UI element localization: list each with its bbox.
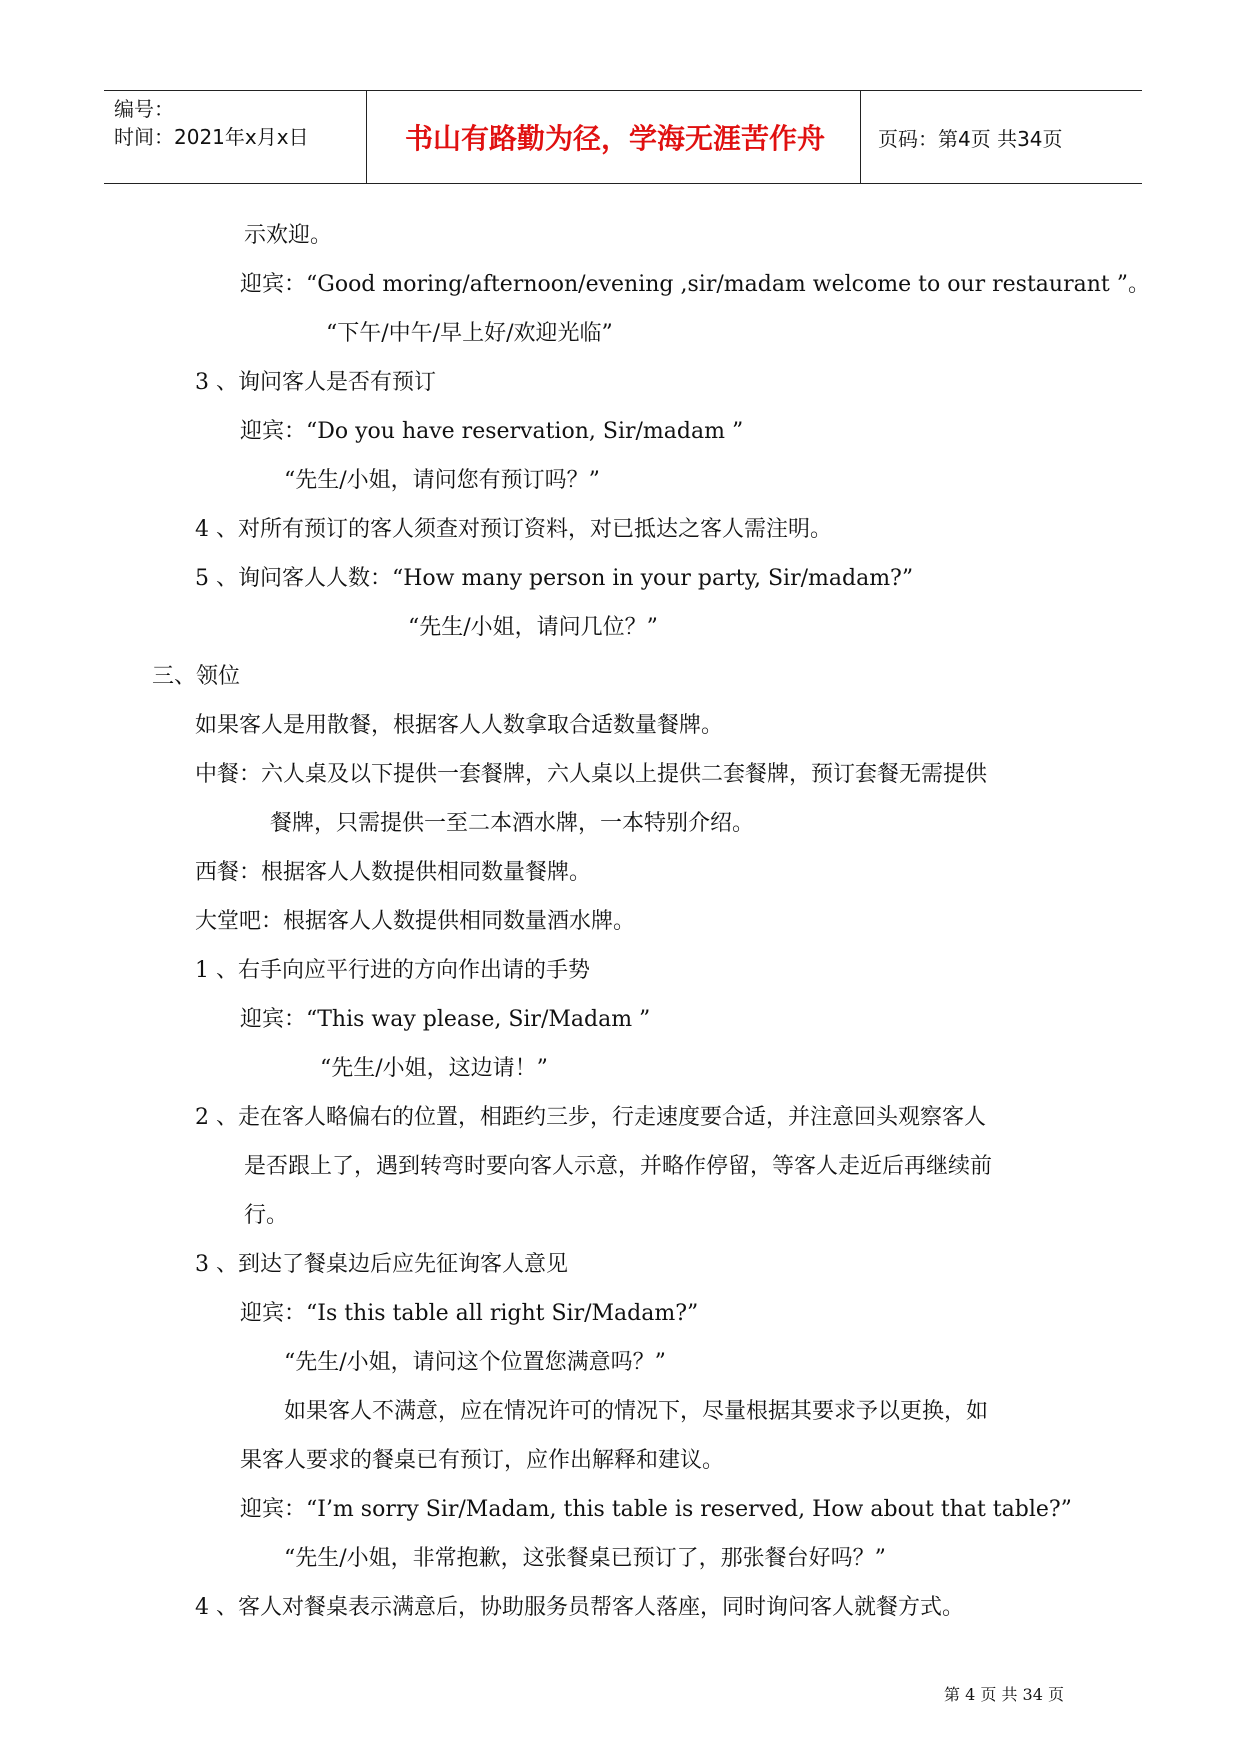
body-line: “先生/小姐，请问您有预订吗？” <box>284 468 600 493</box>
body-line: 如果客人不满意，应在情况许可的情况下，尽量根据其要求予以更换，如 <box>284 1399 989 1424</box>
body-line: 餐牌，只需提供一至二本酒水牌，一本特别介绍。 <box>270 811 755 836</box>
body-line: 迎宾：“Is this table all right Sir/Madam?” <box>240 1301 699 1326</box>
body-line: 如果客人是用散餐，根据客人人数拿取合适数量餐牌。 <box>195 713 724 738</box>
page-header <box>104 90 1142 184</box>
header-page-info: 页码：第4页 共34页 <box>878 126 1063 151</box>
body-line: 4 、客人对餐桌表示满意后，协助服务员帮客人落座，同时询问客人就餐方式。 <box>195 1595 964 1620</box>
body-line: 4 、对所有预订的客人须查对预订资料，对已抵达之客人需注明。 <box>195 517 832 542</box>
body-line: 1 、右手向应平行进的方向作出请的手势 <box>195 958 590 983</box>
page-footer: 第 4 页 共 34 页 <box>944 1685 1064 1704</box>
body-line: 行。 <box>244 1203 289 1228</box>
header-motto: 书山有路勤为径，学海无涯苦作舟 <box>404 122 825 155</box>
body-line: 3 、询问客人是否有预订 <box>195 370 436 395</box>
body-line: 是否跟上了，遇到转弯时要向客人示意，并略作停留，等客人走近后再继续前 <box>244 1154 993 1179</box>
body-line: 3 、到达了餐桌边后应先征询客人意见 <box>195 1252 568 1277</box>
number-label: 编号： <box>114 97 174 121</box>
body-line: “先生/小姐，这边请！” <box>320 1056 548 1081</box>
body-line: 示欢迎。 <box>244 223 333 248</box>
body-line: 大堂吧：根据客人人数提供相同数量酒水牌。 <box>195 909 636 934</box>
body-line: 2 、走在客人略偏右的位置，相距约三步，行走速度要合适，并注意回头观察客人 <box>195 1105 986 1130</box>
body-line: 西餐：根据客人人数提供相同数量餐牌。 <box>195 860 592 885</box>
body-line: 迎宾：“Do you have reservation, Sir/madam ” <box>240 419 744 444</box>
header-divider <box>366 91 367 183</box>
body-line: 迎宾：“I’m sorry Sir/Madam, this table is reserved, How about that table?” <box>240 1497 1072 1522</box>
body-line: 迎宾：“Good moring/afternoon/evening ,sir/madam welcome to our restaurant ”。 <box>240 272 1150 297</box>
body-line: “先生/小姐，请问几位？” <box>408 615 658 640</box>
body-line: 5 、询问客人人数：“How many person in your party, Sir/madam?” <box>195 566 914 591</box>
section-heading: 三、领位 <box>152 664 241 689</box>
header-divider <box>860 91 861 183</box>
body-line: “先生/小姐，非常抱歉，这张餐桌已预订了，那张餐台好吗？” <box>284 1546 886 1571</box>
time-label: 时间：2021年x月x日 <box>114 125 309 149</box>
body-line: 迎宾：“This way please, Sir/Madam ” <box>240 1007 651 1032</box>
body-line: “先生/小姐，请问这个位置您满意吗？” <box>284 1350 666 1375</box>
header-meta <box>114 91 369 183</box>
body-line: 中餐：六人桌及以下提供一套餐牌，六人桌以上提供二套餐牌，预订套餐无需提供 <box>195 762 988 787</box>
body-line: 果客人要求的餐桌已有预订，应作出解释和建议。 <box>240 1448 725 1473</box>
body-line: “下午/中午/早上好/欢迎光临” <box>326 321 613 346</box>
